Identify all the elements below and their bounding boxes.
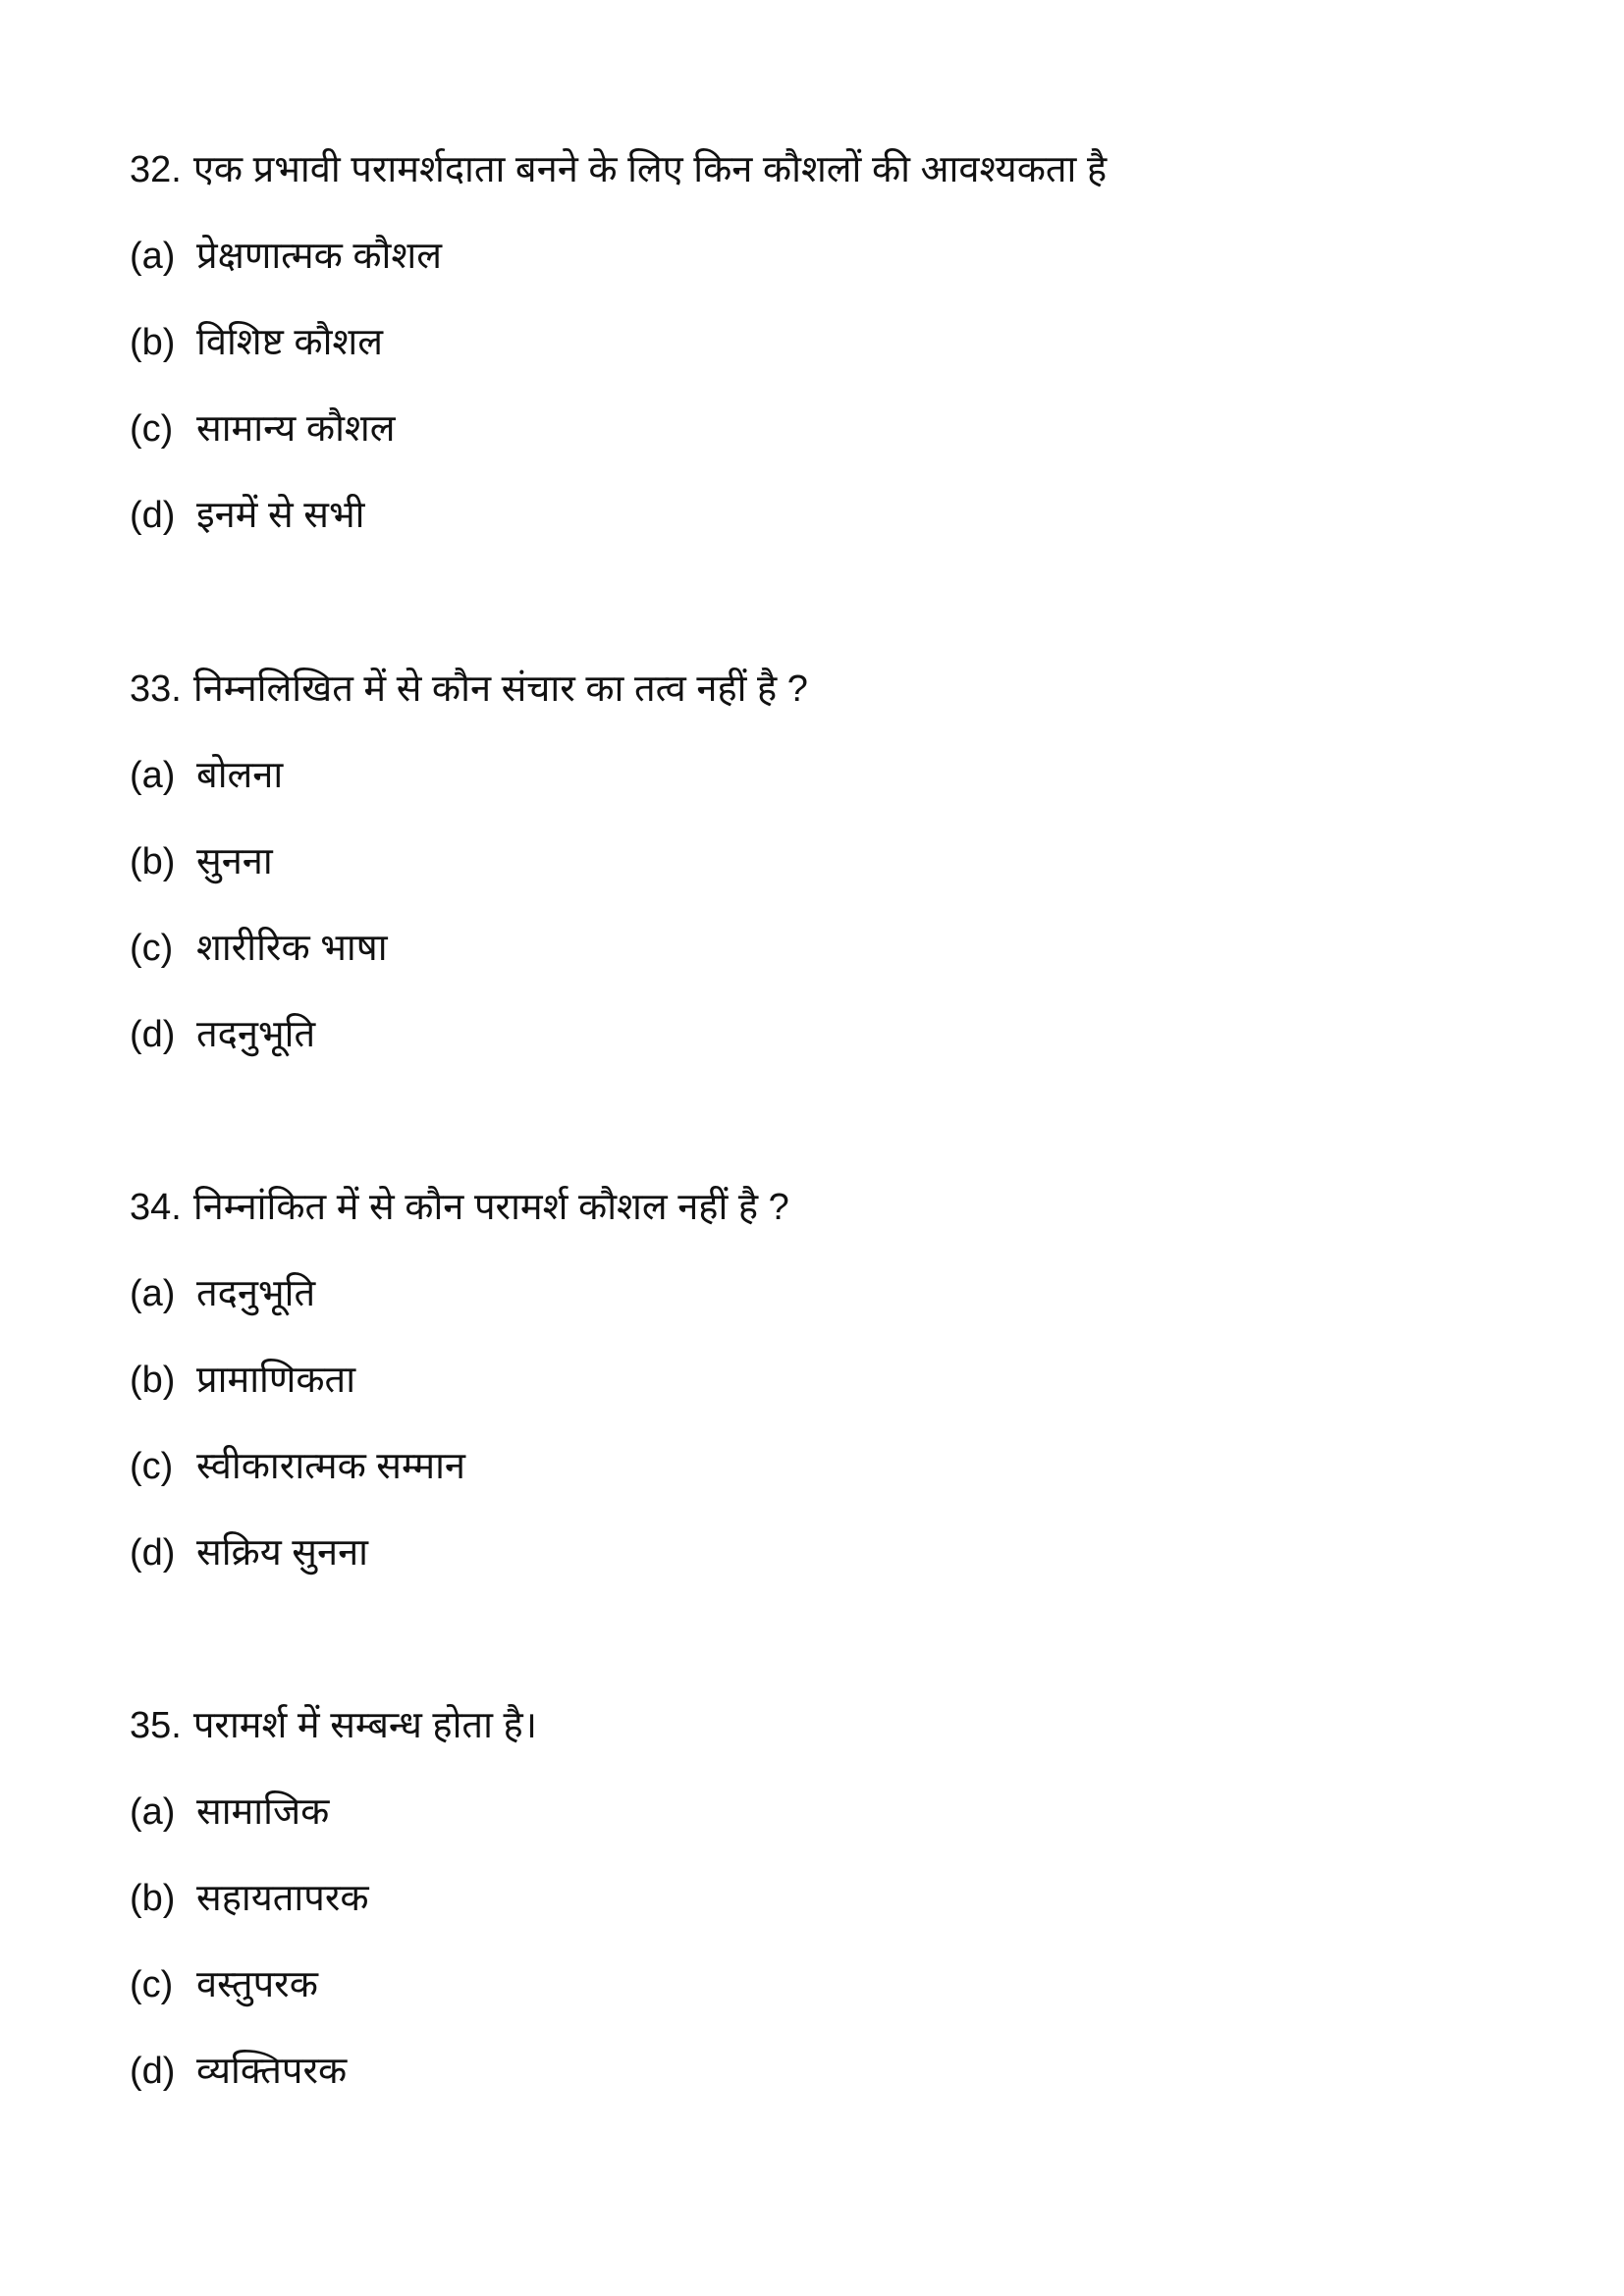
option-text: सामान्य कौशल [196,408,396,450]
option-b [130,1337,1504,1423]
question-line [130,127,1504,213]
option-c [130,386,1504,472]
question-number: 35. [130,1705,182,1746]
option-a [130,732,1504,819]
option-text: स्वीकारात्मक सम्मान [196,1446,466,1487]
option-a [130,1769,1504,1855]
option-d [130,472,1504,559]
option-label: (b) [130,841,176,882]
option-label: (c) [130,1964,174,2005]
option-text: विशिष्ट कौशल [196,322,384,363]
question-text: एक प्रभावी परामर्शदाता बनने के लिए किन कौशलों की आवश्यकता है [192,149,1108,190]
option-label: (b) [130,1360,176,1401]
question-number: 34. [130,1187,182,1228]
question-block [130,1682,1504,2114]
option-label: (d) [130,1532,176,1574]
option-label: (d) [130,2051,176,2092]
option-label: (c) [130,928,174,969]
option-d [130,2028,1504,2114]
option-text: सुनना [196,841,273,882]
option-text: बोलना [196,755,284,796]
option-text: प्रेक्षणात्मक कौशल [196,236,442,277]
option-text: सक्रिय सुनना [196,1532,369,1574]
question-number: 32. [130,149,182,190]
option-text: सहायतापरक [196,1878,369,1919]
option-label: (d) [130,1014,176,1055]
option-c [130,1942,1504,2028]
option-text: तदनुभूति [196,1014,316,1055]
option-label: (a) [130,1791,176,1833]
question-line [130,1164,1504,1251]
question-line [130,646,1504,732]
option-text: वस्तुपरक [196,1964,318,2005]
option-label: (a) [130,236,176,277]
option-c [130,905,1504,991]
question-number: 33. [130,668,182,710]
option-label: (d) [130,495,176,536]
option-a [130,1251,1504,1337]
question-text: निम्नलिखित में से कौन संचार का तत्व नहीं है ? [192,668,808,710]
option-text: प्रामाणिकता [196,1360,356,1401]
option-c [130,1423,1504,1510]
option-a [130,213,1504,299]
option-label: (c) [130,1446,174,1487]
option-d [130,1510,1504,1596]
question-block [130,1164,1504,1596]
option-text: व्यक्तिपरक [196,2051,348,2092]
option-label: (c) [130,408,174,450]
question-line [130,1682,1504,1769]
option-text: तदनुभूति [196,1273,316,1314]
option-label: (a) [130,755,176,796]
option-label: (a) [130,1273,176,1314]
question-text: निम्नांकित में से कौन परामर्श कौशल नहीं है ? [192,1187,789,1228]
option-b [130,1855,1504,1942]
option-text: सामाजिक [196,1791,330,1833]
option-b [130,819,1504,905]
option-text: शारीरिक भाषा [196,928,388,969]
option-b [130,299,1504,386]
question-text: परामर्श में सम्बन्ध होता है। [192,1705,538,1746]
question-block [130,127,1504,559]
option-label: (b) [130,322,176,363]
option-label: (b) [130,1878,176,1919]
question-block [130,646,1504,1078]
option-text: इनमें से सभी [196,495,365,536]
option-d [130,991,1504,1078]
